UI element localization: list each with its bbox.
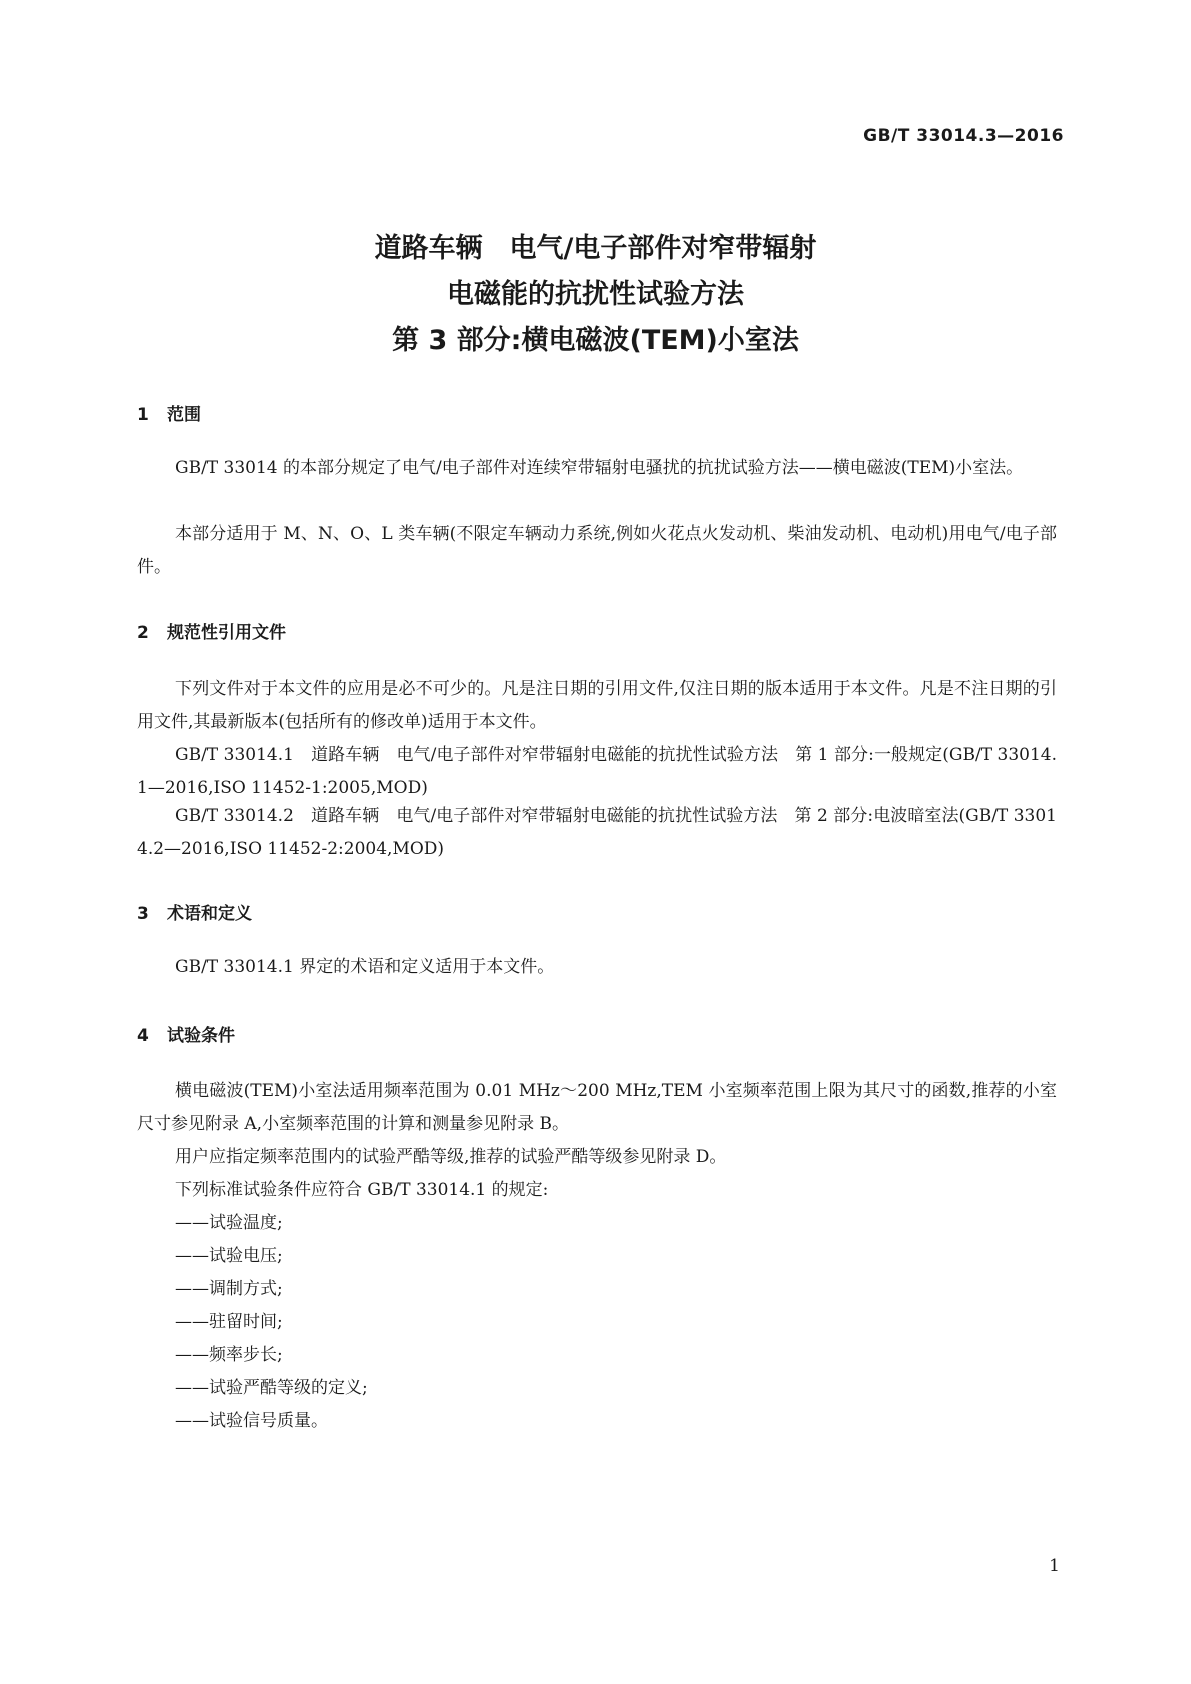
paragraph: 下列文件对于本文件的应用是必不可少的。凡是注日期的引用文件,仅注日期的版本适用于本文件。凡是不注日期的引用文件,其最新版本(包括所有的修改单)适用于本文件。: [137, 679, 1057, 732]
section-4-heading: [137, 1021, 235, 1046]
standard-number: GB/T 33014.3—2016: [863, 126, 1064, 146]
list-item: ——试验严酷等级的定义;: [175, 1378, 368, 1398]
paragraph: GB/T 33014 的本部分规定了电气/电子部件对连续窄带辐射电骚扰的抗扰试验方法——横电磁波(TEM)小室法。: [175, 458, 1024, 478]
paragraph: 下列标准试验条件应符合 GB/T 33014.1 的规定:: [175, 1180, 549, 1200]
paragraph: 用户应指定频率范围内的试验严酷等级,推荐的试验严酷等级参见附录 D。: [175, 1147, 727, 1167]
document-title: [0, 226, 1191, 364]
section-title: 规范性引用文件: [167, 623, 286, 643]
normative-reference: GB/T 33014.1 道路车辆 电气/电子部件对窄带辐射电磁能的抗扰性试验方法 第 1 部分:一般规定(GB/T 33014.1—2016,ISO 11452-1:2005,MOD): [137, 745, 1057, 798]
paragraph: 横电磁波(TEM)小室法适用频率范围为 0.01 MHz～200 MHz,TEM 小室频率范围上限为其尺寸的函数,推荐的小室尺寸参见附录 A,小室频率范围的计算和测量参见附录 B。: [137, 1081, 1057, 1134]
list-item: ——试验电压;: [175, 1246, 283, 1266]
list-item: ——试验信号质量。: [175, 1411, 328, 1431]
list-item: ——驻留时间;: [175, 1312, 283, 1332]
section-number: 4: [137, 1026, 149, 1046]
paragraph: 本部分适用于 M、N、O、L 类车辆(不限定车辆动力系统,例如火花点火发动机、柴油发动机、电动机)用电气/电子部件。: [137, 524, 1057, 577]
list-item: ——频率步长;: [175, 1345, 283, 1365]
list-item: ——试验温度;: [175, 1213, 283, 1233]
section-number: 2: [137, 623, 149, 643]
title-line-3: 第 3 部分:横电磁波(TEM)小室法: [392, 325, 799, 356]
section-number: 3: [137, 904, 149, 924]
section-title: 范围: [167, 405, 201, 425]
section-title: 术语和定义: [167, 904, 252, 924]
normative-reference: GB/T 33014.2 道路车辆 电气/电子部件对窄带辐射电磁能的抗扰性试验方法 第 2 部分:电波暗室法(GB/T 33014.2—2016,ISO 11452-2:2004,MOD): [137, 806, 1057, 859]
section-3-heading: [137, 899, 252, 924]
page-number: 1: [1049, 1556, 1060, 1576]
list-item: ——调制方式;: [175, 1279, 283, 1299]
section-1-heading: [137, 400, 201, 425]
paragraph: GB/T 33014.1 界定的术语和定义适用于本文件。: [175, 957, 555, 977]
title-line-2: 电磁能的抗扰性试验方法: [447, 279, 744, 310]
section-title: 试验条件: [167, 1026, 235, 1046]
title-line-1: 道路车辆 电气/电子部件对窄带辐射: [374, 233, 817, 264]
section-2-heading: [137, 618, 286, 643]
section-number: 1: [137, 405, 149, 425]
